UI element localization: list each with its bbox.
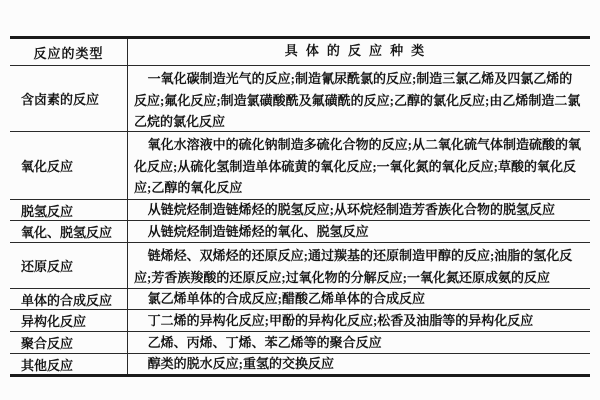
table-row <box>10 331 590 353</box>
table-row <box>10 65 590 131</box>
row-detail-text: 从链烷烃制造链烯烃的脱氢反应;从环烷烃制造芳香族化合物的脱氢反应 <box>147 202 555 218</box>
row-type-label: 还原反应 <box>10 243 128 288</box>
row-detail-text: 乙烯、丙烯、丁烯、苯乙烯等的聚合反应 <box>147 334 382 350</box>
row-detail-text: 醇类的脱水反应;重氢的交换反应 <box>147 356 334 372</box>
table-header-row <box>10 39 590 65</box>
table-row <box>10 131 590 199</box>
table-row <box>10 199 590 220</box>
row-type-label: 含卤素的反应 <box>10 66 128 131</box>
row-type-label: 其他反应 <box>10 354 128 374</box>
row-type-label: 单体的合成反应 <box>10 289 128 309</box>
reaction-types-table <box>10 36 590 377</box>
row-detail-text: 从链烷烃制造链烯烃的氧化、脱氢反应 <box>147 223 369 239</box>
row-detail-text: 氧化水溶液中的硫化钠制造多硫化合物的反应;从二氧化硫气体制造硫酸的氧化反应;从硫化氢制造单体硫黄的氧化反应;一氧化氮的氧化反应;草酸的氧化反应;乙醇的氧化反应 <box>134 137 581 195</box>
table-row <box>10 242 590 288</box>
header-reaction-detail: 具体的反应种类 <box>284 43 433 58</box>
row-type-label: 氧化、脱氢反应 <box>10 221 128 242</box>
row-detail-text: 氯乙烯单体的合成反应;醋酸乙烯单体的合成反应 <box>147 291 425 307</box>
row-detail-text: 链烯烃、双烯烃的还原反应;通过羰基的还原制造甲醇的反应;油脂的氢化反应;芳香族羧酸的还原反应;过氧化物的分解反应;一氧化氮还原成氨的反应 <box>134 248 573 285</box>
header-reaction-type: 反应的类型 <box>10 39 128 65</box>
row-type-label: 氧化反应 <box>10 132 128 199</box>
table-row <box>10 288 590 309</box>
table-row <box>10 220 590 242</box>
row-detail-text: 一氧化碳制造光气的反应;制造氰尿酰氯的反应;制造三氯乙烯及四氯乙烯的反应;氟化反应;制造氯磺酸酰及氟磺酰的反应;乙醇的氯化反应;由乙烯制造二氯乙烷的氯化反应 <box>134 71 581 129</box>
row-type-label: 脱氢反应 <box>10 200 128 220</box>
table-row <box>10 353 590 374</box>
table-row <box>10 309 590 331</box>
row-detail-text: 丁二烯的异构化反应;甲酚的异构化反应;松香及油脂等的异构化反应 <box>147 312 534 328</box>
row-type-label: 聚合反应 <box>10 332 128 353</box>
row-type-label: 异构化反应 <box>10 310 128 331</box>
